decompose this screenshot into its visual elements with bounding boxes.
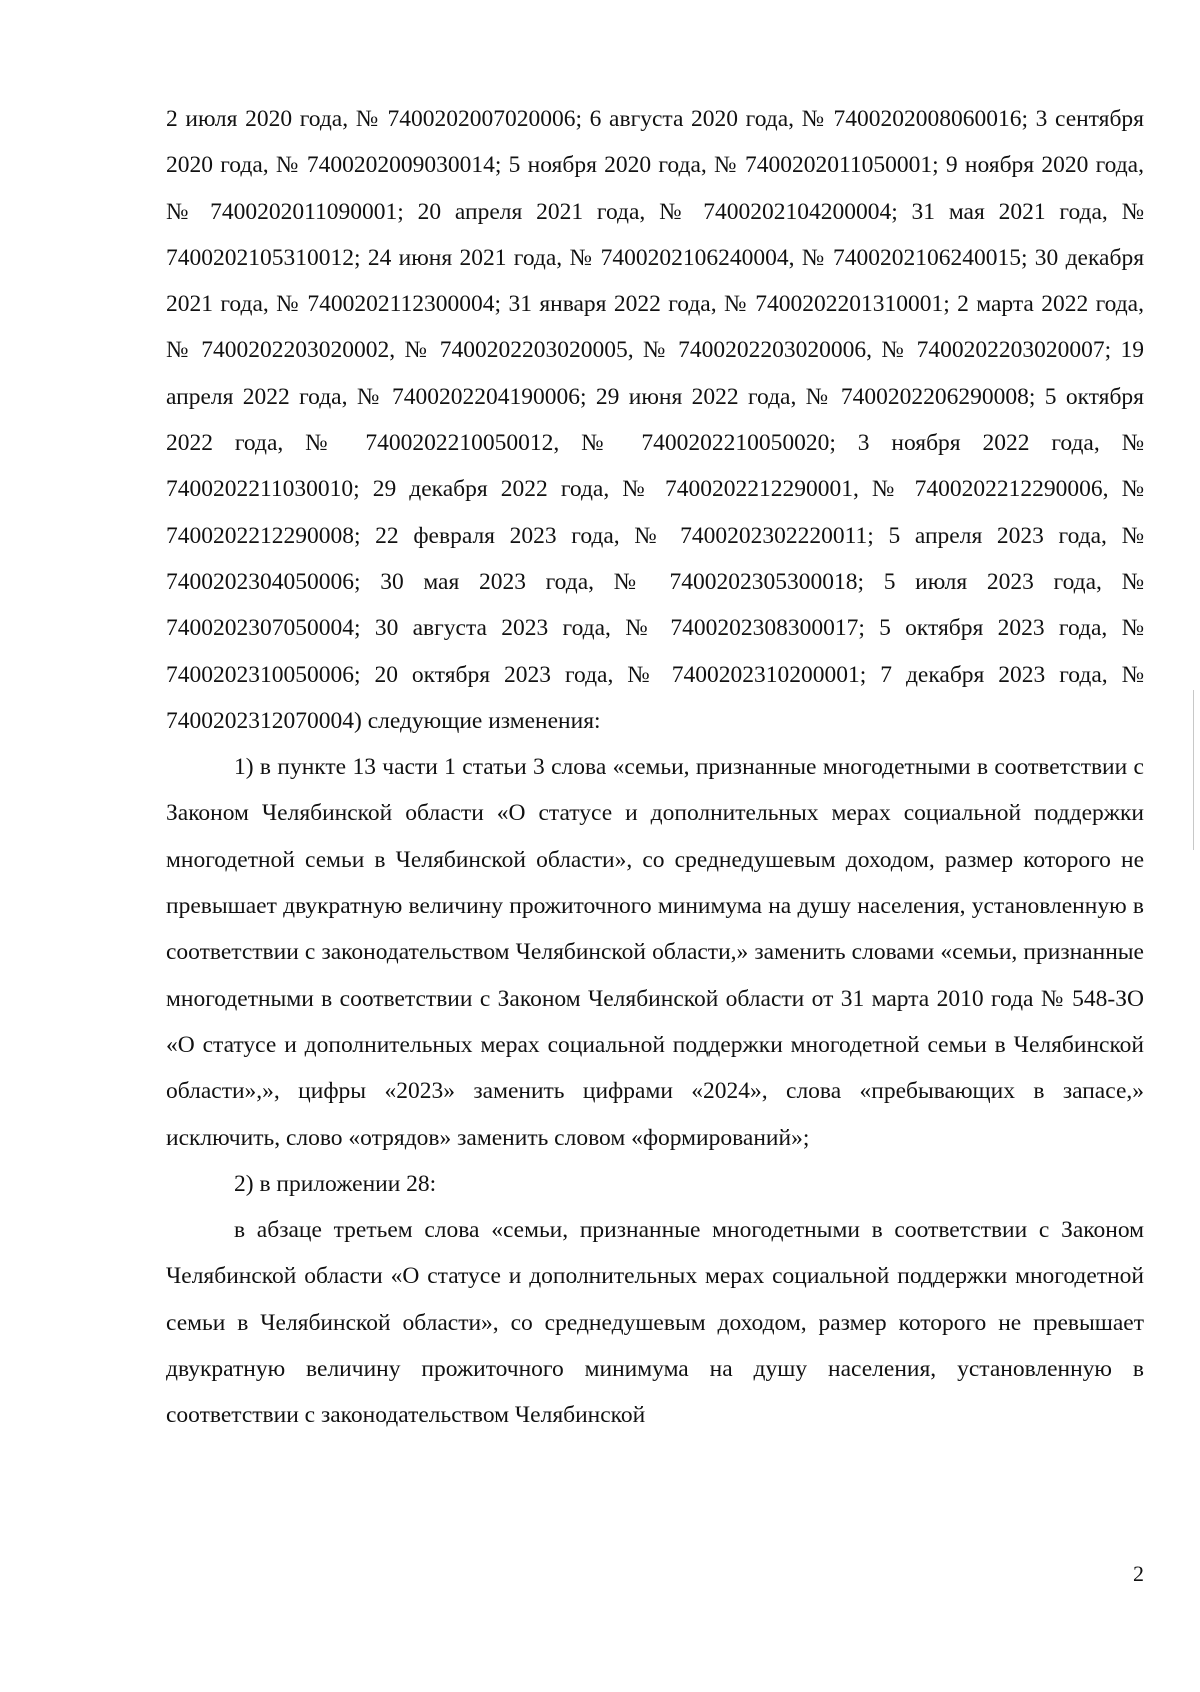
page-number: 2 bbox=[1133, 1561, 1144, 1586]
paragraph-item-2: 2) в приложении 28: bbox=[234, 1170, 437, 1197]
paragraph-registration-list: 2 июля 2020 года, № 7400202007020006; 6 августа 2020 года, № 7400202008060016; 3 сентября 2020 года, № 7400202009030014; 5 ноября 2020 года, № 7400202011050001; 9 ноября 2020 года, № 7400202011090001; 20 апреля 2021 года, № 7400202104200004; 31 мая 2021 года, № 7400202105310012; 24 июня 2021 года, № 7400202106240004, № 7400202106240015; 30 декабря 2021 года, № 7400202112300004; 31 января 2022 года, № 7400202201310001; 2 марта 2022 года, № 7400202203020002, № 7400202203020005, № 7400202203020006, № 7400202203020007; 19 апреля 2022 года, № 7400202204190006; 29 июня 2022 года, № 7400202206290008; 5 октября 2022 года, № 7400202210050012, № 7400202210050020; 3 ноября 2022 года, № 7400202211030010; 29 декабря 2022 года, № 7400202212290001, № 7400202212290006, № 7400202212290008; 22 февраля 2023 года, № 7400202302220011; 5 апреля 2023 года, № 7400202304050006; 30 мая 2023 года, № 7400202305300018; 5 июля 2023 года, № 7400202307050004; 30 августа 2023 года, № 7400202308300017; 5 октября 2023 года, № 7400202310050006; 20 октября 2023 года, № 7400202310200001; 7 декабря 2023 года, № 7400202312070004) следующие изменения: bbox=[166, 106, 1144, 734]
paragraph-item-1: 1) в пункте 13 части 1 статьи 3 слова «семьи, признанные многодетными в соответствии с Законом Челябинской области «О статусе и дополнительных мерах социальной поддержки многодетной семьи в Челябинской области», со среднедушевым доходом, размер которого не превышает двукратную величину прожиточного минимума на душу населения, установленную в соответствии с законодательством Челябинской области,» заменить словами «семьи, признанные многодетными в соответствии с Законом Челябинской области от 31 марта 2010 года № 548-ЗО «О статусе и дополнительных мерах социальной поддержки многодетной семьи в Челябинской области»,», цифры «2023» заменить цифрами «2024», слова «пребывающих в запасе,» исключить, слово «отрядов» заменить словом «формирований»; bbox=[166, 754, 1144, 1151]
paragraph-third-abzac: в абзаце третьем слова «семьи, признанные многодетными в соответствии с Законом Челябинской области «О статусе и дополнительных мерах социальной поддержки многодетной семьи в Челябинской области», со среднедушевым доходом, размер которого не превышает двукратную величину прожиточного минимума на душу населения, установленную в соответствии с законодательством Челябинской bbox=[166, 1217, 1144, 1429]
document-body bbox=[166, 96, 1144, 1439]
scan-edge-mark bbox=[1193, 690, 1194, 850]
